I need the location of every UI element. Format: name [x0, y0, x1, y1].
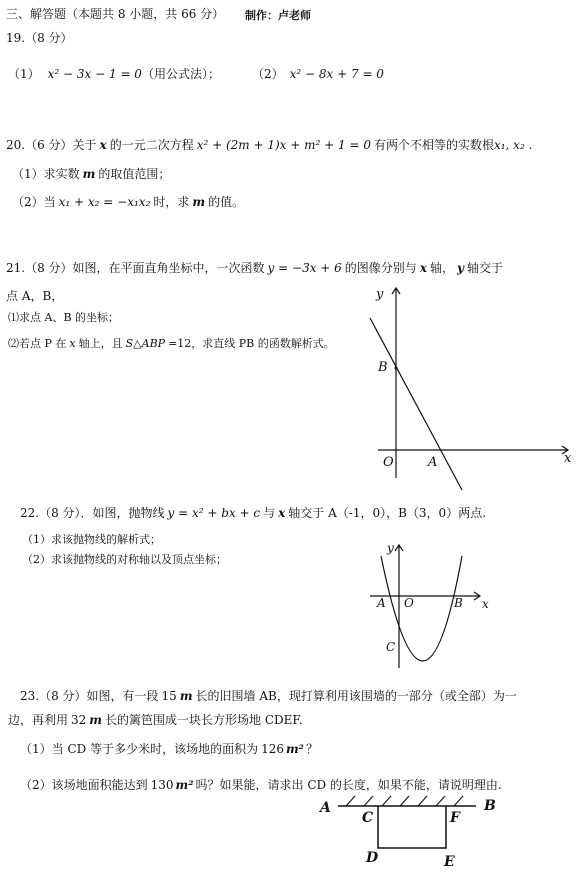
q22-stem-post: 轴交于 A（-1，0），B（3，0）两点.: [288, 506, 487, 520]
q21-label-y: y: [376, 287, 384, 302]
q23-p2-post: 吗？如果能，请求出 CD 的长度，如果不能，请说明理由.: [195, 778, 502, 792]
q23-unit1: m: [179, 689, 193, 703]
q21-stem-pre: 21.（8 分）如图，在平面直角坐标中，一次函数: [6, 261, 265, 275]
q23-fence-cdef: [378, 806, 446, 848]
q23-p1-unit: m²: [285, 742, 304, 756]
q21-p2-mid: 轴上，且: [78, 337, 123, 350]
q22-part1: （1）求该抛物线的解析式；: [22, 533, 161, 546]
q22-label-o: O: [404, 596, 414, 610]
q21-x-axis-name: x: [419, 261, 427, 275]
q23-stem2-pre: 边，再利用: [8, 713, 69, 727]
q20-p2-equation: x₁ + x₂ = −x₁x₂: [58, 195, 151, 209]
q23-length-15: 15: [161, 689, 177, 703]
q20-p1-var: m: [82, 167, 96, 181]
q20-p2-post: 时，求: [153, 195, 190, 209]
q20-p2-var: m: [192, 195, 206, 209]
q20-p2-end: 的值。: [208, 195, 245, 209]
q22-x-axis-name: x: [278, 506, 286, 520]
q21-label-o: O: [383, 455, 394, 470]
q22-label-x: x: [482, 597, 489, 611]
q23-length-32: 32: [71, 713, 87, 727]
q23-label-d: D: [366, 850, 379, 866]
q20-stem-post: 有两个不相等的实数根: [373, 138, 494, 152]
q23-p2-value: 130: [150, 778, 174, 792]
q19-number: 19.（8 分）: [6, 31, 73, 45]
q21-label-a: A: [428, 455, 438, 470]
q23-p2-pre: （2）该场地面积能达到: [20, 778, 148, 792]
q23-label-f: F: [450, 810, 460, 826]
q21-stem-mid2: 轴，: [429, 261, 454, 275]
q21-label-b: B: [378, 360, 388, 375]
q23-label-b: B: [484, 798, 496, 814]
q23-unit2: m: [89, 713, 102, 727]
q20-var-x: x: [99, 138, 107, 152]
q22-stem-mid: 与: [263, 506, 276, 520]
q23-stem2-post: 长的篱笆围成一块长方形场地 CDEF.: [105, 713, 303, 727]
q21-p2-pre: ⑵若点 P 在: [8, 337, 67, 350]
q23-p2-unit: m²: [175, 778, 194, 792]
q21-stem-mid: 的图像分别与: [344, 261, 417, 275]
q20-roots: x₁, x₂ .: [493, 138, 533, 152]
q21-label-x: x: [564, 451, 572, 466]
q22-label-a: A: [377, 596, 386, 610]
q23-p1-value: 126: [261, 742, 284, 756]
q22-equation: y = x² + bx + c: [167, 506, 261, 520]
q23-p1-post: ？: [305, 742, 318, 756]
q23-wall-hatching: [346, 796, 463, 806]
q19-p1-equation: x² − 3x − 1 = 0: [47, 67, 142, 81]
q23-stem-pre: 23.（8 分）如图，有一段: [20, 689, 159, 703]
q23-label-c: C: [362, 810, 374, 826]
q20-p1-text: （1）求实数: [12, 167, 80, 181]
q21-function: y = −3x + 6: [267, 261, 342, 275]
q21-part1: ⑴求点 A、B 的坐标；: [8, 311, 120, 324]
q23-label-e: E: [444, 854, 455, 870]
q20-p1-post: 的取值范围；: [98, 167, 171, 181]
q21-stem-post: 轴交于: [466, 261, 503, 275]
q19-p2-equation: x² − 8x + 7 = 0: [289, 67, 384, 81]
q21-p2-x: x: [69, 337, 76, 350]
q20-stem-pre: 20.（6 分）关于: [6, 138, 97, 152]
q22-part2: （2）求该抛物线的对称轴以及顶点坐标；: [22, 553, 227, 566]
q21-p2-area: S△ABP: [125, 337, 166, 350]
q22-label-y: y: [387, 541, 394, 555]
q23-label-a: A: [320, 800, 331, 816]
q21-stem-line2: 点 A，B，: [6, 289, 64, 303]
q22-stem-pre: 22.（8 分）．如图，抛物线: [20, 506, 165, 520]
q19-p1-note: （用公式法）；: [141, 67, 220, 81]
q20-equation: x² + (2m + 1)x + m² + 1 = 0: [196, 138, 371, 152]
q21-y-axis-name: y: [456, 261, 464, 275]
q20-stem-mid: 的一元二次方程: [109, 138, 194, 152]
q19-p2-label: （2）: [252, 67, 284, 81]
q19-p1-label: （1）: [8, 67, 40, 81]
q23-p1-pre: （1）当 CD 等于多少米时，该场地的面积为: [20, 742, 259, 756]
q20-p2-pre: （2）当: [12, 195, 56, 209]
author-credit: 制作：卢老师: [245, 9, 311, 22]
section-heading: 三、解答题（本题共 8 小题，共 66 分）: [6, 7, 225, 21]
q22-label-b: B: [454, 596, 463, 610]
q22-label-c: C: [386, 640, 396, 654]
q21-p2-post: =12，求直线 PB 的函数解析式。: [168, 337, 335, 350]
q23-stem-post: 长的旧围墙 AB，现打算利用该围墙的一部分（或全部）为一: [195, 689, 517, 703]
